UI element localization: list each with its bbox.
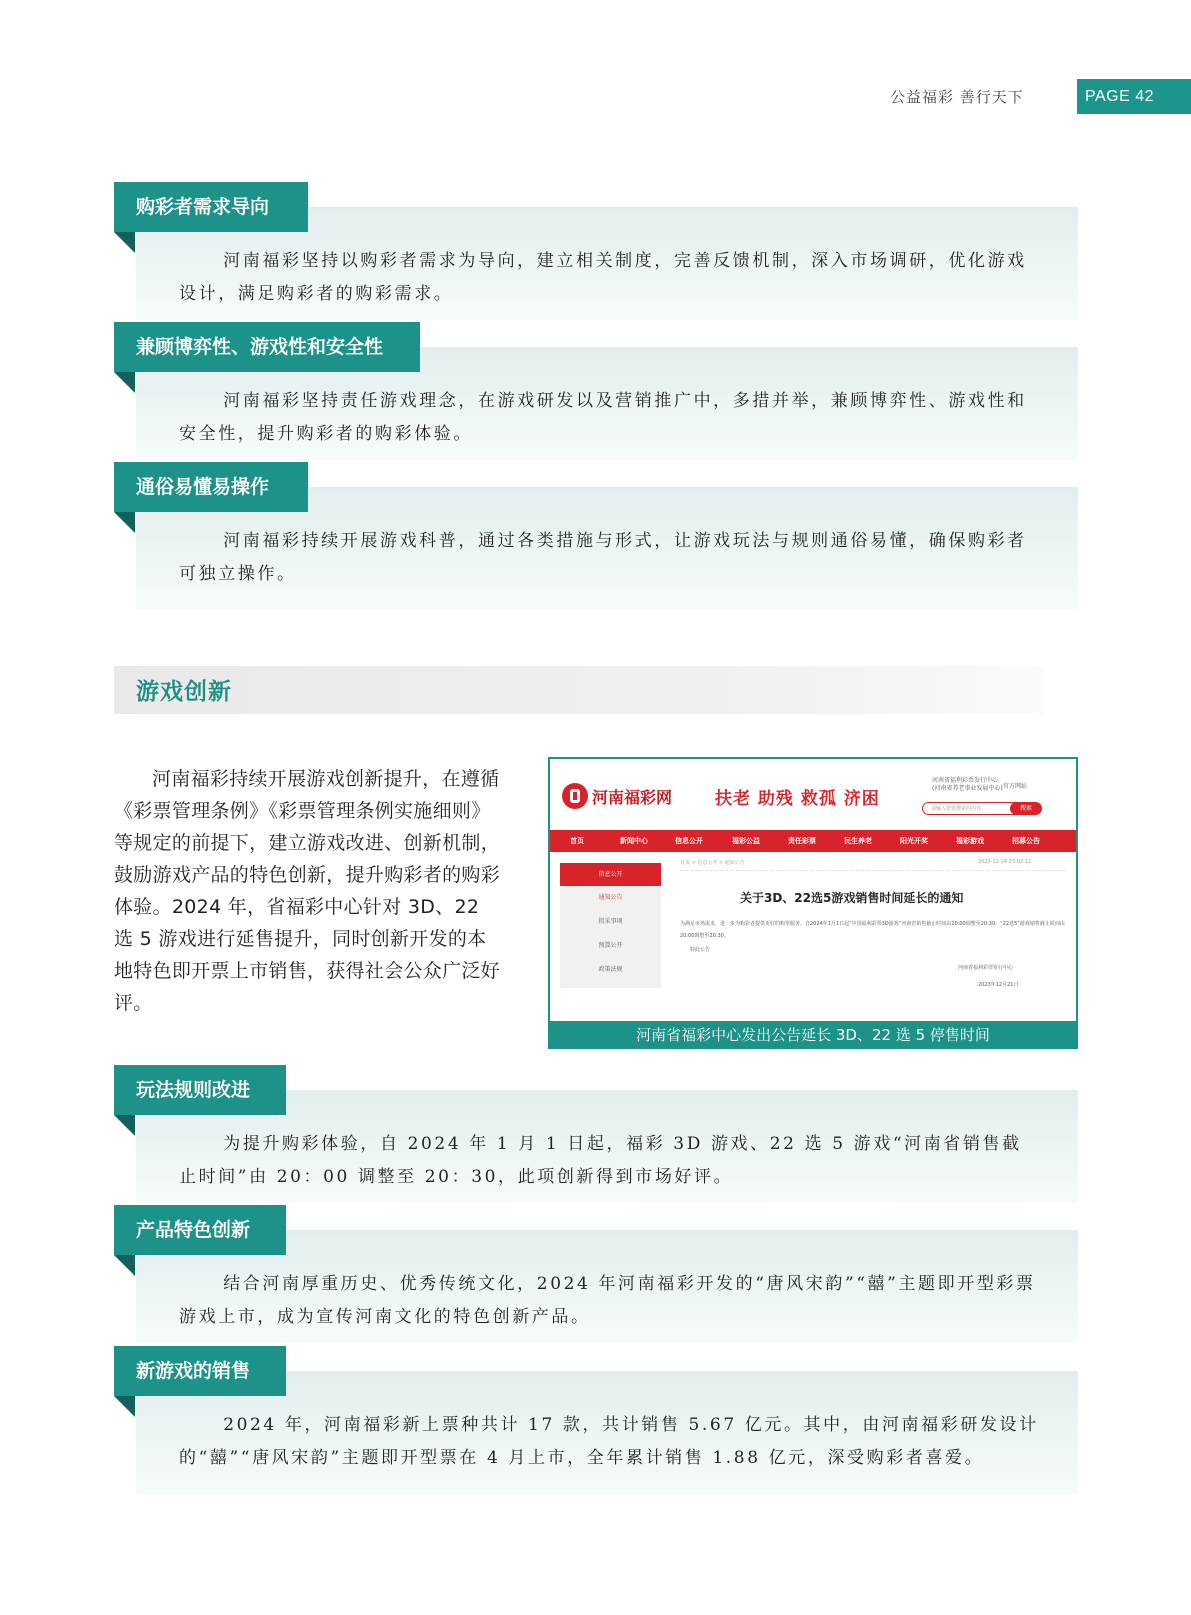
- notice-closing: 特此公告: [690, 947, 711, 953]
- block-title-4: 玩法规则改进: [114, 1065, 286, 1115]
- block-text-4: 为提升购彩体验，自 2024 年 1 月 1 日起，福彩 3D 游戏、22 选 5 游戏“河南省销售截止时间”由 20：00 调整至 20：30，此项创新得到市场好评。: [179, 1134, 1022, 1187]
- notice-title: 关于3D、22选5游戏销售时间延长的通知: [740, 891, 964, 905]
- tab-fold-1: [114, 232, 135, 253]
- site-nav-item: 新闻中心: [620, 837, 648, 845]
- site-nav-item: 招募公告: [1012, 837, 1040, 845]
- site-nav-item: 福彩公益: [732, 837, 760, 845]
- website-screenshot: [548, 757, 1078, 1049]
- notice-signer: 河南省福利彩票发行中心: [958, 965, 1014, 971]
- notice-sign-date: 2023年12月21日: [978, 982, 1019, 988]
- tab-fold-4: [114, 1115, 135, 1136]
- site-post-date: 2023-12-24 23:02:12: [978, 859, 1032, 865]
- section-heading-bar: [114, 666, 1044, 714]
- site-nav-item: 信息公开: [675, 837, 703, 845]
- site-sidebar-item-active: 信息公开: [560, 863, 661, 886]
- lottery-logo-icon: [562, 783, 588, 809]
- block-text-6: 2024 年，河南福彩新上票种共计 17 款，共计销售 5.67 亿元。其中，由河南福彩研发设计的“囍”“唐风宋韵”主题即开型票在 4 月上市，全年累计销售 1.88 亿元，深受购彩者喜爱。: [179, 1415, 1039, 1468]
- site-divider: [680, 870, 1065, 871]
- site-logo-text: 河南福彩网: [592, 788, 673, 807]
- site-nav-item: 首页: [570, 837, 584, 845]
- figure-caption: 河南省福彩中心发出公告延长 3D、22 选 5 停售时间: [548, 1021, 1078, 1049]
- tab-fold-5: [114, 1255, 135, 1276]
- page-number: PAGE 42: [1077, 79, 1191, 114]
- block-text-5: 结合河南厚重历史、优秀传统文化，2024 年河南福彩开发的“唐风宋韵”“囍”主题即开型彩票游戏上市，成为宣传河南文化的特色创新产品。: [179, 1274, 1036, 1327]
- site-sidebar-item: 预算公开: [598, 942, 623, 949]
- site-slogan: 扶老 助残 救孤 济困: [715, 789, 880, 809]
- site-sidebar-item: 政策法规: [598, 966, 623, 973]
- site-sidebar-item: 通知公告: [598, 894, 623, 901]
- site-org-name: 河南省福利彩票发行中心 (河南省养老事业发展中心): [932, 777, 1003, 792]
- block-title-6: 新游戏的销售: [114, 1346, 286, 1396]
- block-text-3: 河南福彩持续开展游戏科普，通过各类措施与形式，让游戏玩法与规则通俗易懂，确保购彩者可独立操作。: [179, 531, 1027, 584]
- notice-body: 为满足市场需求，进一步为购彩者提供更好的购票服务，自2024年1月1日起“中国福利彩票3D游戏”河南省销售截止时间由20:00调整至20:30，“22选5”游戏销售截止时间由20:00调整至20:30。: [680, 921, 1065, 939]
- section-intro: 河南福彩持续开展游戏创新提升，在遵循《彩票管理条例》《彩票管理条例实施细则》等规定的前提下，建立游戏改进、创新机制，鼓励游戏产品的特色创新，提升购彩者的购彩体验。2024 年，省福彩中心针对 3D、22 选 5 游戏进行延售提升，同时创新开发的本地特色即开票上市销售，获得社会公众广泛好评。: [114, 768, 501, 1014]
- site-nav-item: 责任彩票: [788, 837, 816, 845]
- header-slogan: 公益福彩 善行天下: [890, 88, 1024, 106]
- site-nav-item: 福彩游戏: [956, 837, 984, 845]
- section-title: 游戏创新: [136, 679, 232, 705]
- block-title-3: 通俗易懂易操作: [114, 462, 308, 512]
- block-title-2: 兼顾博弈性、游戏性和安全性: [114, 322, 420, 372]
- block-title-5: 产品特色创新: [114, 1205, 286, 1255]
- site-sidebar-item: 拟采事项: [598, 918, 623, 925]
- tab-fold-2: [114, 372, 135, 393]
- block-text-2: 河南福彩坚持责任游戏理念，在游戏研发以及营销推广中，多措并举，兼顾博弈性、游戏性和安全性，提升购彩者的购彩体验。: [179, 391, 1027, 444]
- site-nav-item: 阳光开奖: [900, 837, 928, 845]
- block-text-1: 河南福彩坚持以购彩者需求为导向，建立相关制度，完善反馈机制，深入市场调研，优化游戏设计，满足购彩者的购彩需求。: [179, 251, 1027, 304]
- tab-fold-6: [114, 1396, 135, 1417]
- site-nav-item: 民生养老: [844, 837, 872, 845]
- block-title-1: 购彩者需求导向: [114, 182, 308, 232]
- site-search-button: 搜索: [1010, 802, 1042, 815]
- site-breadcrumb: 首页 > 信息公开 > 通知公告: [680, 860, 745, 866]
- site-official-label: 官方网站: [1003, 783, 1028, 790]
- site-search-input: 请输入您要搜索的内容: [922, 802, 1027, 815]
- tab-fold-3: [114, 512, 135, 533]
